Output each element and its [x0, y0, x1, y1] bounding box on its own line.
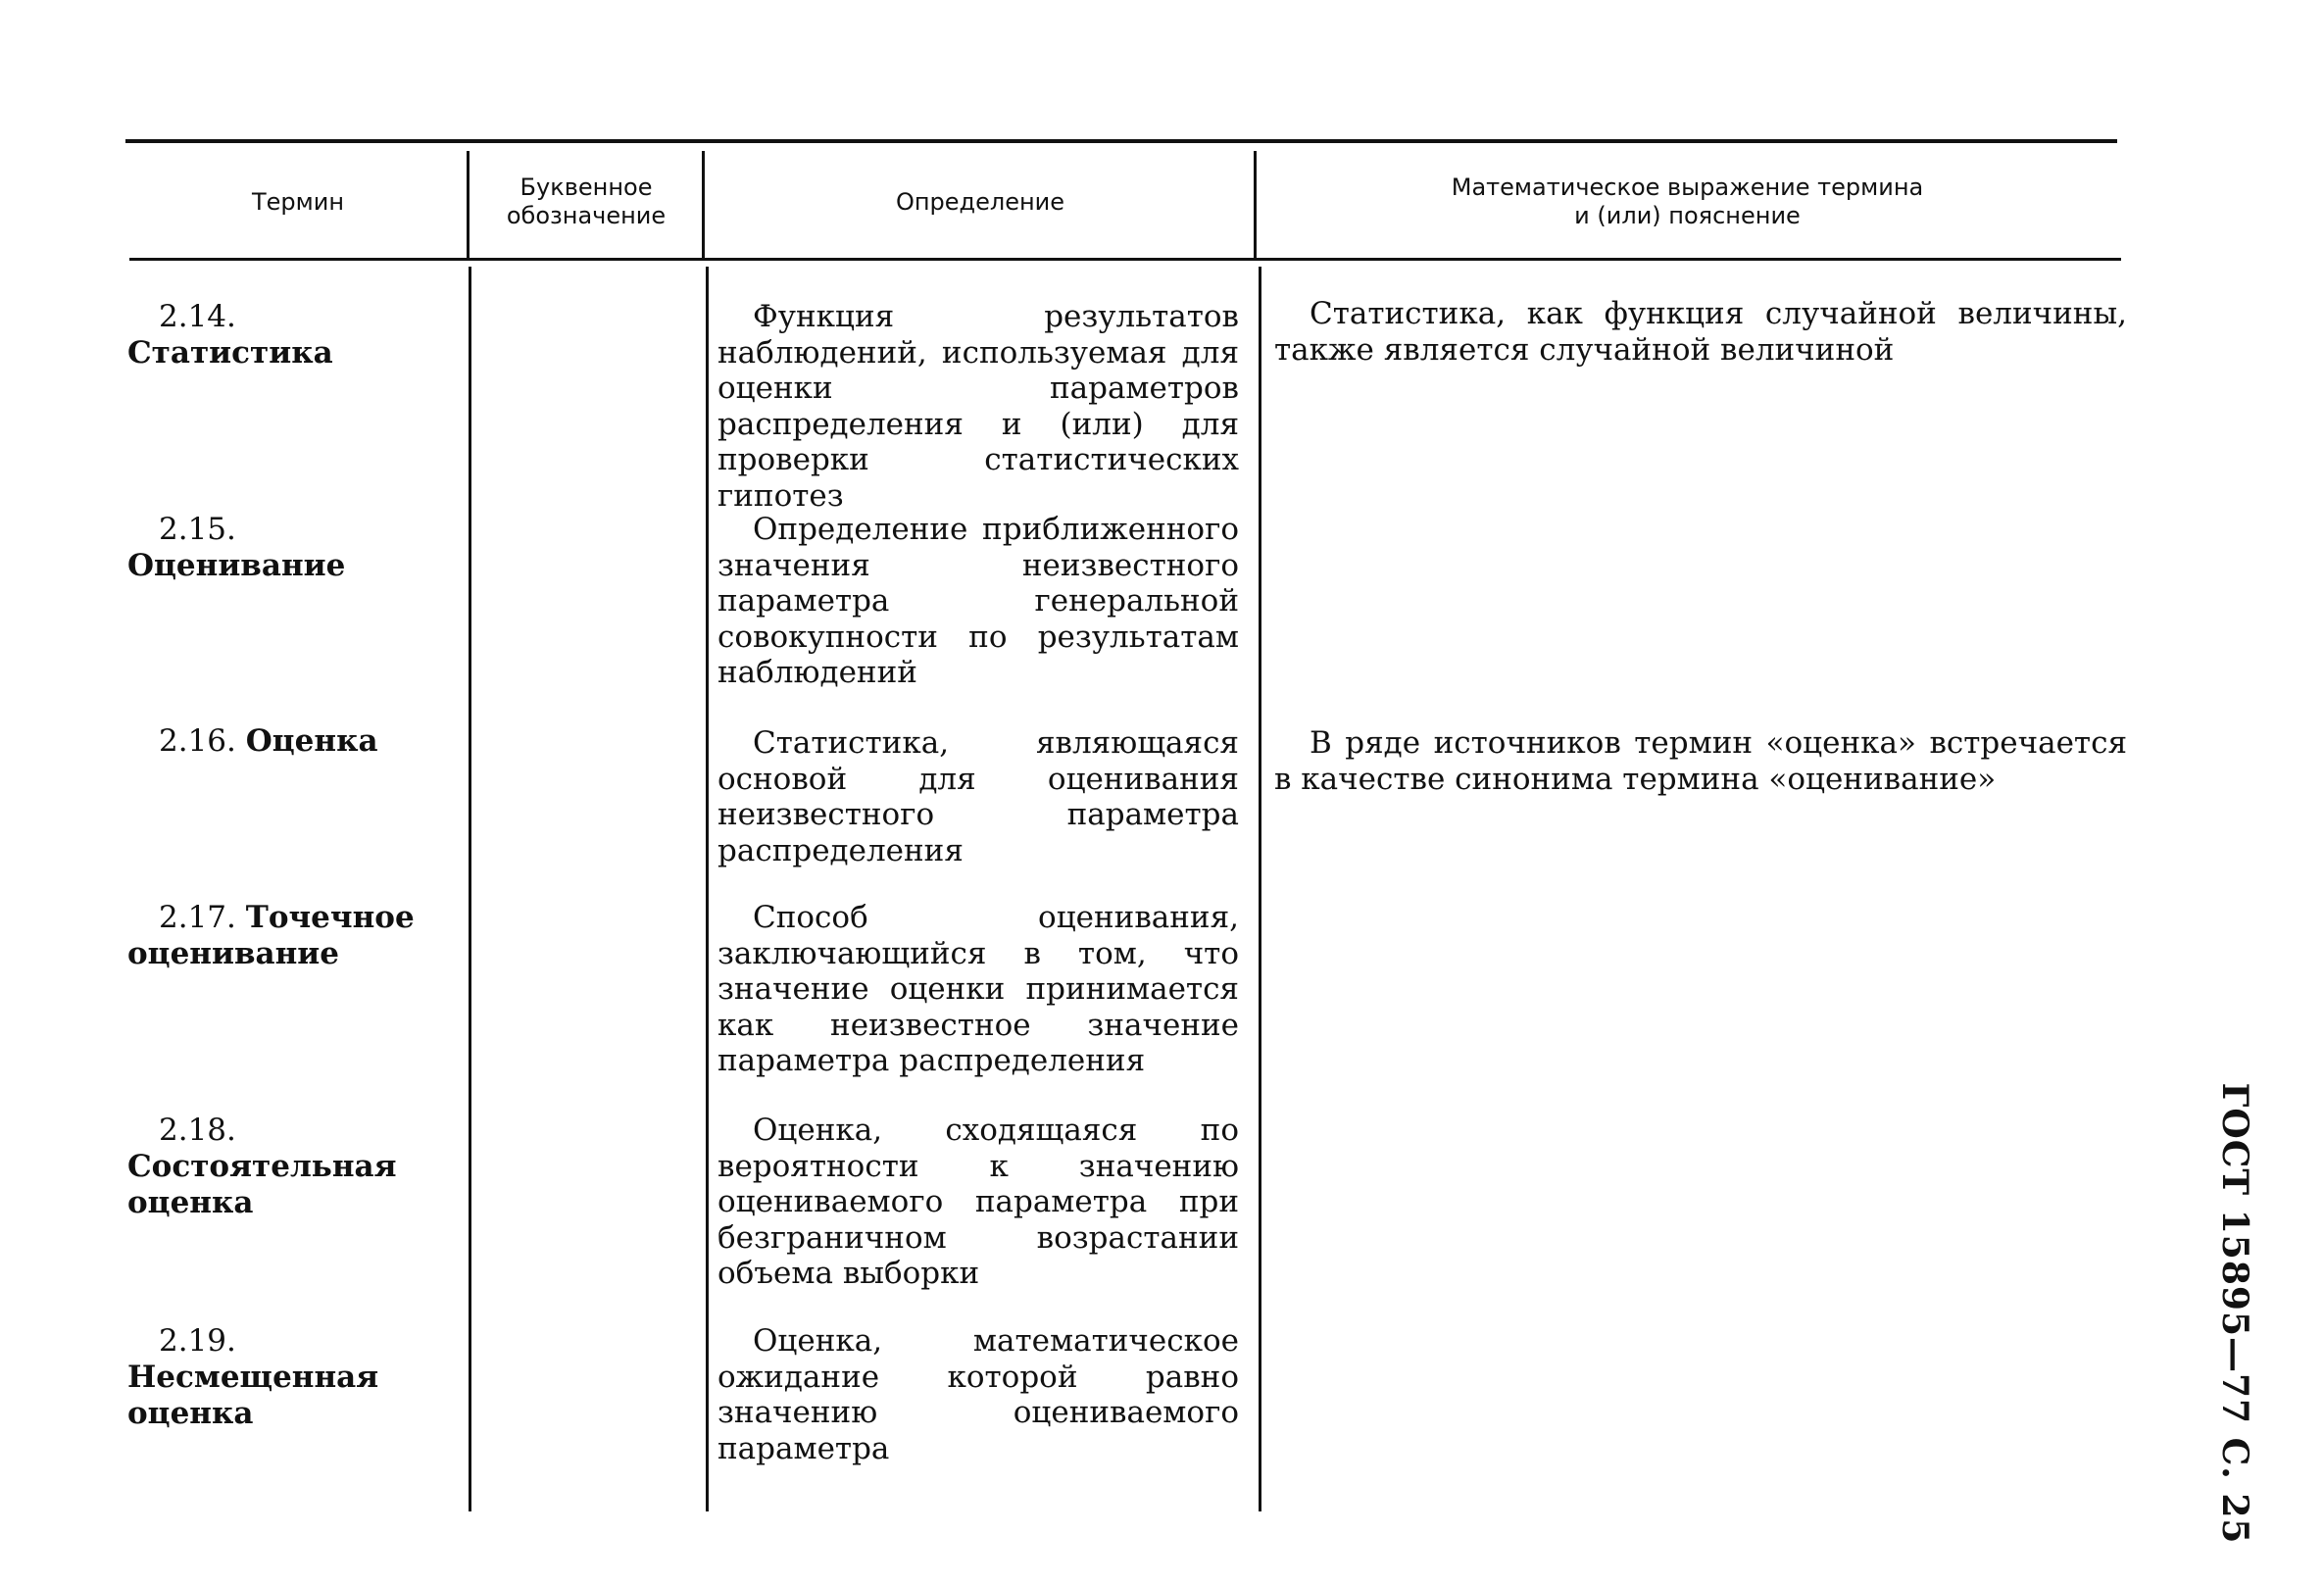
header-letter [470, 147, 702, 257]
term-number: 2.14. [159, 299, 236, 334]
term-name: Состоятельная оценка [127, 1149, 397, 1220]
definition-2-14: Функция результатов наблюдений, используемая для оценки параметров распределения и (или) для проверки статистических гипотез [717, 299, 1239, 514]
term-name: Оценивание [127, 548, 346, 583]
header-math-line2: и (или) пояснение [1574, 202, 1801, 229]
header-definition-text: Определение [895, 187, 1065, 216]
column-divider-1-body [469, 267, 471, 1511]
definition-2-15: Определение приближенного значения неизвестного параметра генеральной совокупности по результатам наблюдений [717, 512, 1239, 690]
term-name: Несмещенная оценка [127, 1360, 379, 1431]
term-number: 2.16. [159, 723, 236, 759]
explanation-2-16: В ряде источников термин «оценка» встречается в качестве синонима термина «оценивание» [1274, 725, 2127, 797]
definition-2-19: Оценка, математическое ожидание которой равно значению оцениваемого параметра [717, 1323, 1239, 1466]
side-page-label [2200, 1082, 2269, 1545]
term-name: Оценка [245, 723, 378, 759]
term-2-18 [127, 1113, 421, 1221]
term-2-17 [127, 900, 421, 972]
top-rule [125, 139, 2117, 143]
term-name: Точечное оценивание [127, 900, 415, 971]
term-2-14 [127, 299, 421, 371]
explanation-2-14: Статистика, как функция случайной величины, также является случайной величиной [1274, 296, 2127, 368]
column-divider-2 [702, 151, 705, 261]
column-divider-2-body [706, 267, 709, 1511]
header-letter-line1: Буквенное [519, 173, 653, 201]
header-definition [706, 147, 1255, 257]
term-number: 2.15. [159, 512, 236, 547]
definition-2-16: Статистика, являющаяся основой для оценивания неизвестного параметра распределения [717, 725, 1239, 868]
definition-2-18: Оценка, сходящаяся по вероятности к значению оцениваемого параметра при безграничном возрастании объема выборки [717, 1113, 1239, 1291]
term-name: Статистика [127, 335, 333, 371]
term-number: 2.19. [159, 1323, 236, 1359]
column-divider-3-body [1259, 267, 1261, 1511]
term-2-15 [127, 512, 421, 584]
header-bottom-rule [129, 258, 2121, 261]
standard-and-page-number: ГОСТ 15895—77 С. 25 [2214, 1082, 2255, 1545]
term-number: 2.17. [159, 900, 236, 935]
header-term [129, 147, 467, 257]
term-2-16 [127, 723, 421, 760]
header-math [1258, 147, 2117, 257]
header-math-line1: Математическое выражение термина [1451, 173, 1924, 201]
header-letter-line2: обозначение [506, 202, 667, 229]
column-divider-1 [467, 151, 470, 261]
term-number: 2.18. [159, 1113, 236, 1148]
term-2-19 [127, 1323, 421, 1432]
definition-2-17: Способ оценивания, заключающийся в том, что значение оценки принимается как неизвестное значение параметра распределения [717, 900, 1239, 1078]
header-term-text: Термин [251, 187, 345, 216]
